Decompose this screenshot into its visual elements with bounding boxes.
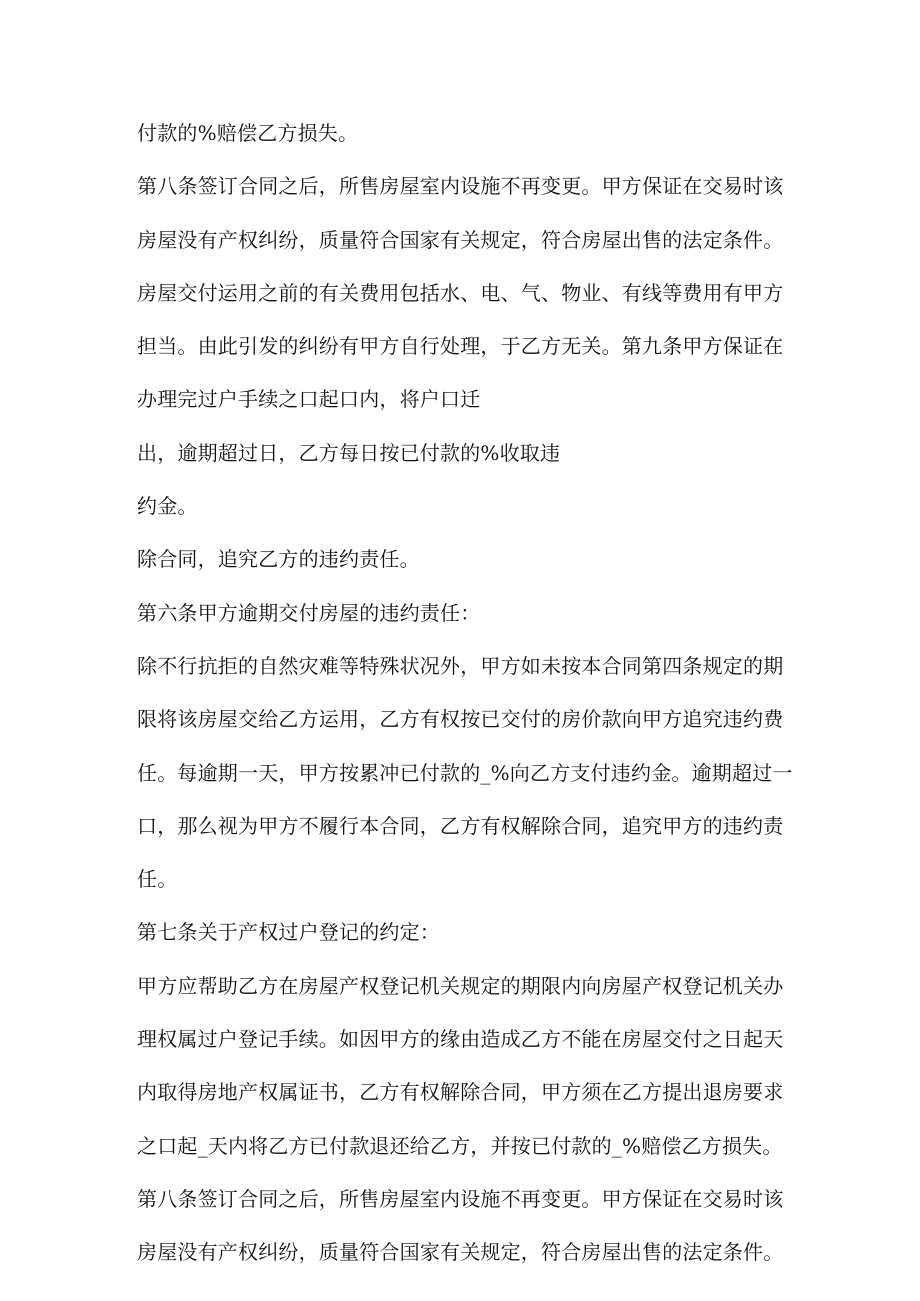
text-line: 出，逾期超过日，乙方每日按已付款的%收取违: [137, 440, 561, 465]
text-line: 付款的%赔偿乙方损失。: [137, 121, 359, 145]
text-line: 担当。由此引发的纠纷有甲方自行处理，于乙方无关。第九条甲方保证在: [137, 334, 784, 359]
text-line: 第八条签订合同之后，所售房屋室内设施不再变更。甲方保证在交易时该: [137, 1186, 784, 1211]
text-line: 甲方应帮助乙方在房屋产权登记机关规定的期限内向房屋产权登记机关办: [137, 973, 784, 998]
document-body: [137, 112, 793, 1285]
text-line: 除合同，追究乙方的违约责任。: [137, 547, 420, 572]
text-line: 第六条甲方逾期交付房屋的违约责任：: [137, 600, 481, 625]
text-line: 限将该房屋交给乙方运用，乙方有权按已交付的房价款向甲方追究违约费: [137, 707, 784, 732]
text-line: 第八条签订合同之后，所售房屋室内设施不再变更。甲方保证在交易时该: [137, 174, 784, 199]
text-line: 房屋交付运用之前的有关费用包括水、电、气、物业、有线等费用有甲方: [137, 280, 784, 305]
text-line: 任。: [137, 867, 178, 892]
text-line: 房屋没有产权纠纷，质量符合国家有关规定，符合房屋出售的法定条件。: [137, 1240, 784, 1265]
text-line: 口，那么视为甲方不履行本合同，乙方有权解除合同，追究甲方的违约责: [137, 813, 784, 838]
text-line: 约金。: [137, 494, 198, 519]
text-line: 内取得房地产权属证书，乙方有权解除合同，甲方须在乙方提出退房要求: [137, 1080, 784, 1105]
text-line: 第七条关于产权过户登记的约定：: [137, 920, 440, 945]
text-line: 房屋没有产权纠纷，质量符合国家有关规定，符合房屋出售的法定条件。: [137, 227, 784, 252]
text-line: 理权属过户登记手续。如因甲方的缘由造成乙方不能在房屋交付之日起天: [137, 1027, 784, 1052]
text-line: 除不行抗拒的自然灾难等特殊状况外，甲方如未按本合同第四条规定的期: [137, 653, 784, 678]
text-line: 任。每逾期一天，甲方按累冲已付款的_%向乙方支付违约金。逾期超过一: [137, 760, 793, 785]
text-line: 办理完过户手续之口起口内，将户口迁: [137, 387, 481, 412]
text-line: 之口起_天内将乙方已付款退还给乙方，并按已付款的_%赔偿乙方损失。: [137, 1133, 783, 1158]
